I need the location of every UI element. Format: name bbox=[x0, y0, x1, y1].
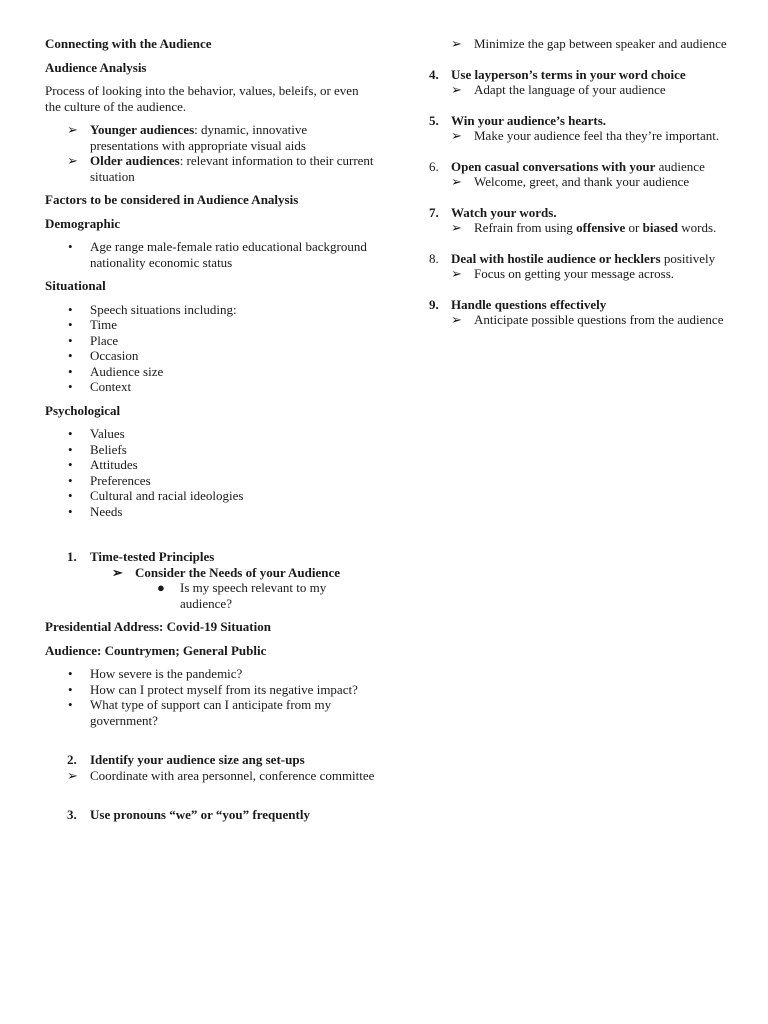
principle-4-sub: ➢ Adapt the language of your audience bbox=[451, 82, 666, 97]
dot-bullet-icon: • bbox=[68, 239, 73, 254]
dot-bullet-icon: • bbox=[68, 301, 73, 317]
arrow-bullet-icon: ➢ bbox=[112, 564, 123, 580]
principle-7-title: Watch your words. bbox=[451, 204, 557, 220]
dot-bullet-icon: • bbox=[68, 332, 73, 348]
list-item: • Cultural and racial ideologies bbox=[68, 488, 244, 503]
principle-8-sub: ➢ Focus on getting your message across. bbox=[451, 266, 675, 281]
arrow-bullet-icon: ➢ bbox=[451, 128, 462, 143]
list-item: • Place bbox=[68, 332, 119, 348]
principle-7: 7. Watch your words. bbox=[429, 204, 557, 220]
principle-5-sub: ➢ Make your audience feel tha they’re important. bbox=[451, 128, 720, 143]
list-item: • Preferences bbox=[68, 472, 151, 488]
list-item: • What type of support can I anticipate from my government? bbox=[68, 697, 332, 728]
principle-4: 4. Use layperson’s terms in your word choice bbox=[429, 66, 686, 82]
dot-bullet-icon: • bbox=[68, 457, 73, 472]
list-item: • Needs bbox=[68, 503, 123, 519]
dot-bullet-icon: • bbox=[68, 681, 73, 697]
dot-bullet-icon: • bbox=[68, 363, 73, 379]
demographic-heading: Demographic bbox=[45, 215, 121, 231]
principle-5-title: Win your audience’s hearts. bbox=[451, 112, 607, 128]
list-item: • How can I protect myself from its negative impact? bbox=[68, 681, 358, 697]
dot-bullet-icon: • bbox=[68, 426, 73, 441]
list-item: • Time bbox=[68, 317, 117, 332]
principle-8: 8. Deal with hostile audience or hecklers positively bbox=[429, 250, 716, 266]
arrow-bullet-icon: ➢ bbox=[451, 174, 462, 189]
dot-bullet-icon: • bbox=[68, 379, 73, 394]
arrow-bullet-icon: ➢ bbox=[67, 122, 78, 137]
principle-7-sub: ➢ Refrain from using offensive or biased words. bbox=[451, 220, 717, 235]
arrow-bullet-icon: ➢ bbox=[451, 266, 462, 281]
principle-1-sub: ➢ Consider the Needs of your Audience bbox=[112, 564, 340, 580]
principle-1-subsub: ● Is my speech relevant to my audience? bbox=[157, 580, 327, 611]
principle-4-title: Use layperson’s terms in your word choice bbox=[451, 66, 686, 82]
list-item: • Context bbox=[68, 379, 132, 394]
list-item: • Values bbox=[68, 426, 125, 441]
dot-bullet-icon: • bbox=[68, 348, 73, 363]
dot-bullet-icon: • bbox=[68, 317, 73, 332]
principle-9-title: Handle questions effectively bbox=[451, 296, 607, 312]
audience-types-list bbox=[45, 122, 375, 184]
principle-1-title: Time-tested Principles bbox=[90, 549, 215, 564]
list-item: • Speech situations including: bbox=[68, 301, 237, 317]
principle-9: 9. Handle questions effectively bbox=[429, 296, 607, 312]
principle-2-title: Identify your audience size ang set-ups bbox=[90, 752, 305, 767]
situational-heading: Situational bbox=[45, 278, 106, 293]
principle-3-title: Use pronouns “we” or “you” frequently bbox=[90, 807, 310, 822]
dot-bullet-icon: • bbox=[68, 488, 73, 503]
dot-bullet-icon: ● bbox=[157, 580, 165, 595]
list-item: • Occasion bbox=[68, 348, 139, 363]
principle-9-sub: ➢ Anticipate possible questions from the audience bbox=[451, 312, 724, 327]
arrow-bullet-icon: ➢ bbox=[451, 82, 462, 97]
intro-paragraph: Process of looking into the behavior, values, beleifs, or even the culture of the audience. bbox=[45, 83, 359, 114]
arrow-bullet-icon: ➢ bbox=[451, 36, 462, 51]
left-column bbox=[45, 36, 375, 823]
principle-6-title: Open casual conversations with your bbox=[451, 158, 656, 174]
psychological-list bbox=[45, 426, 375, 519]
list-item: • Age range male-female ratio educational background nationality economic status bbox=[68, 239, 367, 270]
principle-8-title: Deal with hostile audience or hecklers bbox=[451, 250, 661, 266]
dot-bullet-icon: • bbox=[68, 472, 73, 488]
principle-1: 1. Time-tested Principles bbox=[67, 549, 215, 564]
example-audience: Audience: Countrymen; General Public bbox=[45, 642, 267, 658]
list-item: • Audience size bbox=[68, 363, 164, 379]
list-item: • Attitudes bbox=[68, 457, 138, 472]
principle-2: 2. Identify your audience size ang set-ups bbox=[67, 752, 305, 767]
list-item: ➢ Older audiences: relevant information to their current situation bbox=[67, 153, 374, 184]
section-heading-audience-analysis: Audience Analysis bbox=[45, 59, 147, 75]
dot-bullet-icon: • bbox=[68, 441, 73, 457]
principle-2-sub: ➢ Coordinate with area personnel, conference committee bbox=[67, 767, 375, 783]
arrow-bullet-icon: ➢ bbox=[451, 220, 462, 235]
principle-6-sub: ➢ Welcome, greet, and thank your audience bbox=[451, 174, 690, 189]
principle-3-sub: ➢ Minimize the gap between speaker and audience bbox=[451, 36, 727, 51]
dot-bullet-icon: • bbox=[68, 503, 73, 519]
arrow-bullet-icon: ➢ bbox=[451, 312, 462, 327]
principle-3: 3. Use pronouns “we” or “you” frequently bbox=[67, 807, 310, 822]
list-item: ➢ Younger audiences: dynamic, innovative presentations with appropriate visual aids bbox=[67, 122, 308, 153]
arrow-bullet-icon: ➢ bbox=[67, 153, 78, 168]
arrow-bullet-icon: ➢ bbox=[67, 767, 78, 783]
right-column bbox=[429, 36, 729, 328]
list-item: • Beliefs bbox=[68, 441, 127, 457]
principle-5: 5. Win your audience’s hearts. bbox=[429, 112, 607, 128]
dot-bullet-icon: • bbox=[68, 697, 73, 712]
list-item: • How severe is the pandemic? bbox=[68, 666, 243, 681]
factors-heading: Factors to be considered in Audience Analysis bbox=[45, 192, 299, 207]
psychological-heading: Psychological bbox=[45, 402, 121, 418]
situational-list bbox=[45, 302, 375, 395]
dot-bullet-icon: • bbox=[68, 666, 73, 681]
example-questions-list bbox=[45, 666, 375, 728]
principle-6: 6. Open casual conversations with your audience bbox=[429, 158, 705, 174]
example-title: Presidential Address: Covid-19 Situation bbox=[45, 619, 271, 634]
document-title: Connecting with the Audience bbox=[45, 36, 212, 51]
demographic-list bbox=[45, 239, 375, 270]
